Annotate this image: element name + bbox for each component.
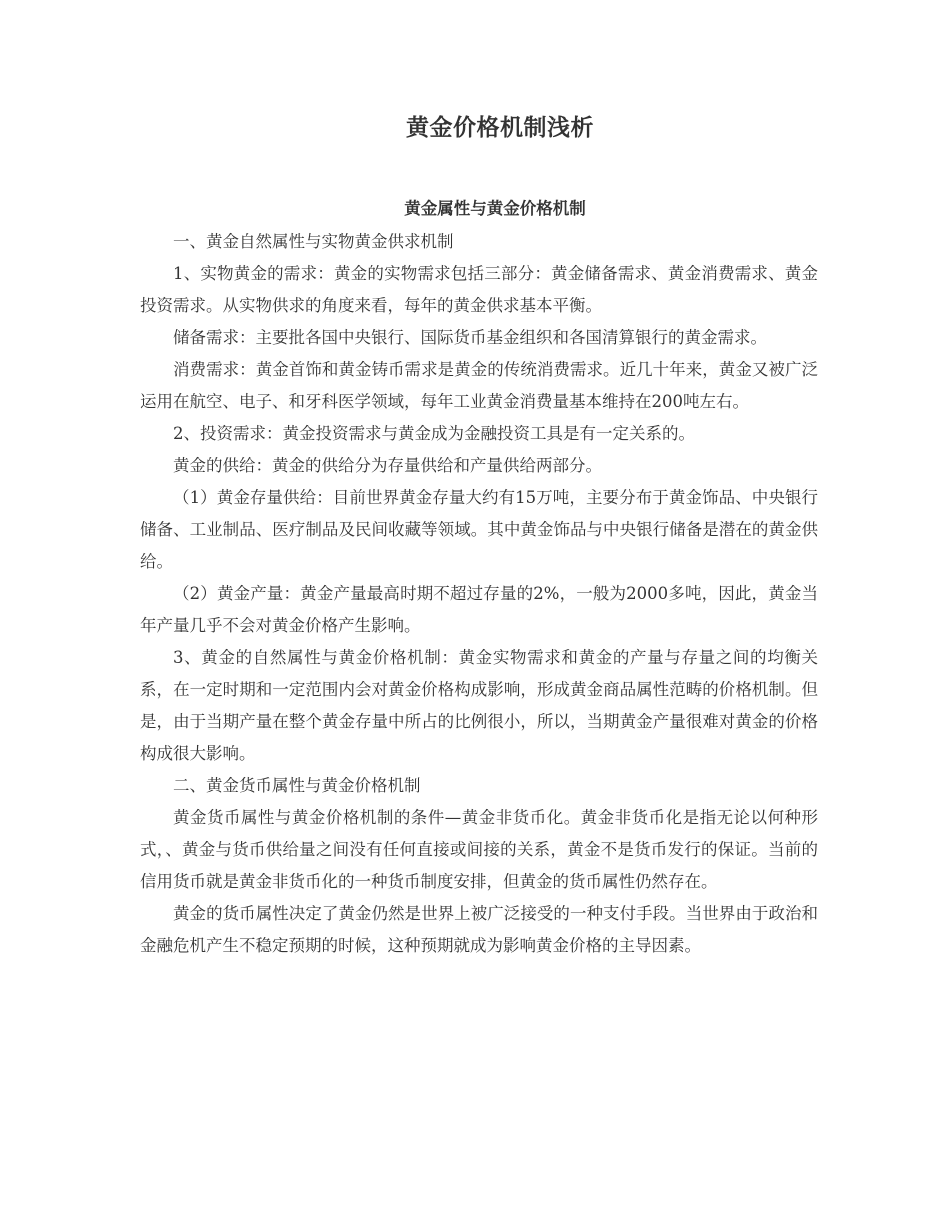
paragraph-monetary-attribute: 黄金的货币属性决定了黄金仍然是世界上被广泛接受的一种支付手段。当世界由于政治和金融危机产生不稳定预期的时候，这种预期就成为影响黄金价格的主导因素。 <box>140 904 818 955</box>
paragraph-natural-attribute-price: 3、黄金的自然属性与黄金价格机制：黄金实物需求和黄金的产量与存量之间的均衡关系，在一定时期和一定范围内会对黄金价格构成影响，形成黄金商品属性范畴的价格机制。但是，由于当期产量在整个黄金存量中所占的比例很小，所以，当期黄金产量很难对黄金的价格构成很大影响。 <box>140 648 818 763</box>
paragraph-demonetization: 黄金货币属性与黄金价格机制的条件—黄金非货币化。黄金非货币化是指无论以何种形式，、黄金与货币供给量之间没有任何直接或间接的关系，黄金不是货币发行的保证。当前的信用货币就是黄金非货币化的一种货币制度安排，但黄金的货币属性仍然存在。 <box>140 808 818 891</box>
document-title: 黄金价格机制浅析 <box>406 114 594 141</box>
paragraph-physical-demand: 1、实物黄金的需求：黄金的实物需求包括三部分：黄金储备需求、黄金消费需求、黄金投资需求。从实物供求的角度来看，每年的黄金供求基本平衡。 <box>140 264 818 315</box>
paragraph-consumption-demand: 消费需求：黄金首饰和黄金铸币需求是黄金的传统消费需求。近几十年来，黄金又被广泛运用在航空、电子、和牙科医学领域，每年工业黄金消费量基本维持在200吨左右。 <box>140 360 818 411</box>
paragraph-section-two-heading: 二、黄金货币属性与黄金价格机制 <box>173 776 421 795</box>
paragraph-stock-supply: （1）黄金存量供给：目前世界黄金存量大约有15万吨，主要分布于黄金饰品、中央银行储备、工业制品、医疗制品及民间收藏等领域。其中黄金饰品与中央银行储备是潜在的黄金供给。 <box>140 488 818 571</box>
paragraph-section-one-heading: 一、黄金自然属性与实物黄金供求机制 <box>173 232 454 251</box>
paragraph-gold-supply: 黄金的供给：黄金的供给分为存量供给和产量供给两部分。 <box>173 456 602 475</box>
section-heading: 黄金属性与黄金价格机制 <box>404 199 586 218</box>
paragraph-reserve-demand: 储备需求：主要批各国中央银行、国际货币基金组织和各国清算银行的黄金需求。 <box>173 328 767 347</box>
document-body <box>140 226 818 962</box>
paragraph-production: （2）黄金产量：黄金产量最高时期不超过存量的2%，一般为2000多吨，因此，黄金当年产量几乎不会对黄金价格产生影响。 <box>140 584 818 635</box>
paragraph-investment-demand: 2、投资需求：黄金投资需求与黄金成为金融投资工具是有一定关系的。 <box>173 424 695 443</box>
